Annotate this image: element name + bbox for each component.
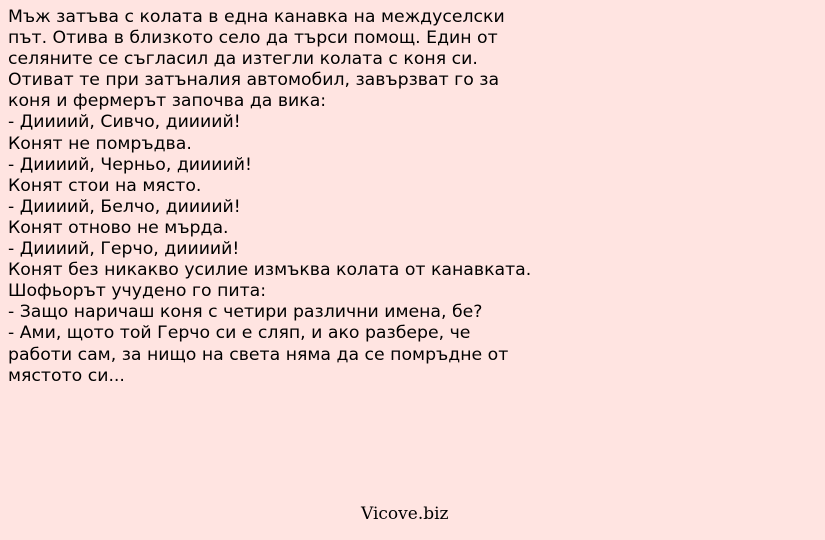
joke-line: Отиват те при затъналия автомобил, завързват го за [8, 70, 500, 91]
joke-line: - Диииий, Герчо, диииий! [8, 239, 240, 260]
joke-line: Конят без никакво усилие измъква колата от канавката. [8, 260, 532, 281]
joke-line: мястото си... [8, 365, 125, 386]
joke-line: - Защо наричаш коня с четири различни имена, бе? [8, 302, 483, 323]
joke-line: път. Отива в близкото село да търси помощ. Един от [8, 28, 498, 49]
joke-line: Конят стои на място. [8, 175, 202, 196]
joke-line: - Ами, щото той Герчо си е сляп, и ако разбере, че [8, 323, 471, 344]
joke-line: Шофьорът учудено го пита: [8, 281, 267, 302]
joke-line: работи сам, за нищо на света няма да се помръдне от [8, 344, 509, 365]
joke-line: Конят отново не мърда. [8, 217, 229, 238]
joke-line: селяните се съгласил да изтегли колата с коня си. [8, 49, 478, 70]
joke-line: - Диииий, Сивчо, диииий! [8, 112, 241, 133]
joke-text [8, 7, 818, 387]
joke-line: Конят не помръдва. [8, 133, 192, 154]
site-watermark: Vicove.biz [361, 504, 449, 524]
joke-line: Мъж затъва с колата в една канавка на междуселски [8, 7, 505, 27]
joke-line: коня и фермерът започва да вика: [8, 91, 327, 112]
joke-line: - Диииий, Белчо, диииий! [8, 196, 241, 217]
joke-line: - Диииий, Черньо, диииий! [8, 154, 252, 175]
